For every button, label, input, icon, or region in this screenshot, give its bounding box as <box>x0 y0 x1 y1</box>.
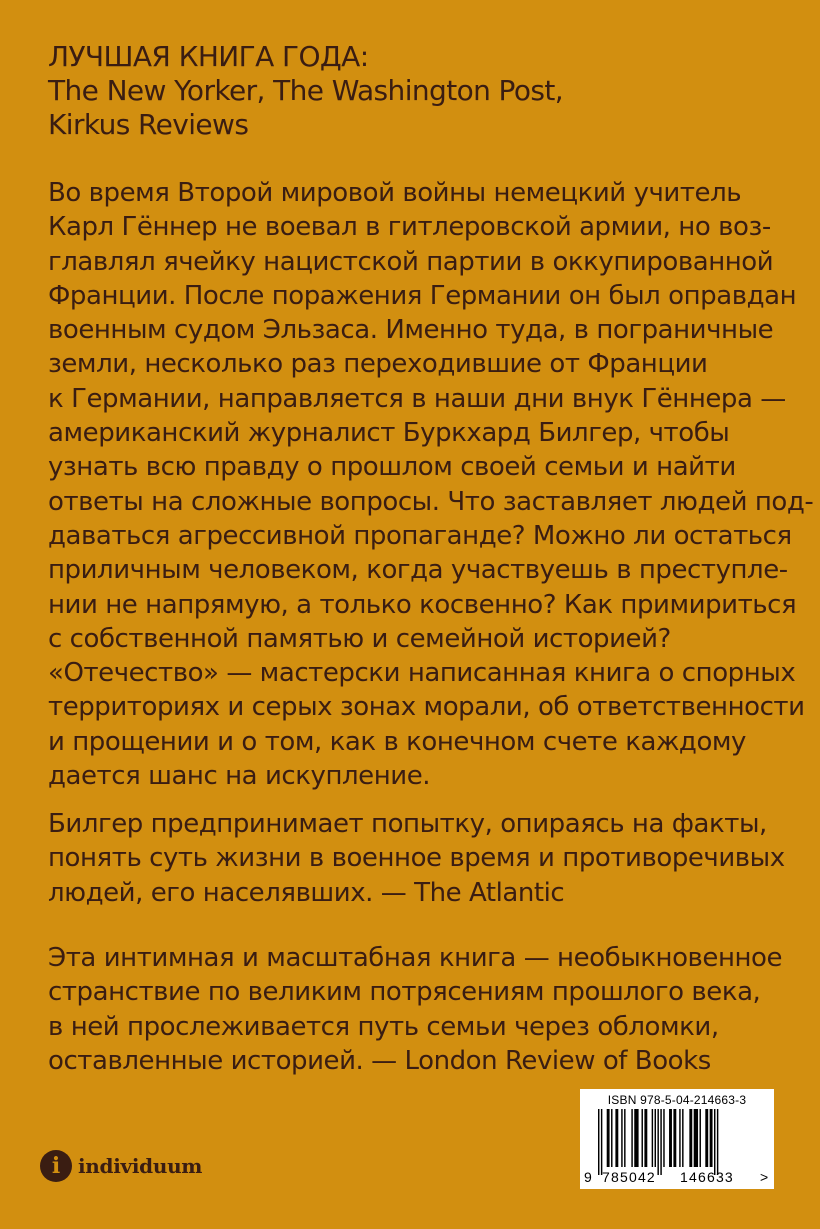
barcode-bar <box>607 1109 610 1167</box>
award-line: The New Yorker, The Washington Post, <box>48 74 564 107</box>
award-line: ЛУЧШАЯ КНИГА ГОДА: <box>48 40 369 73</box>
description-line: дается шанс на искупление. <box>48 761 431 792</box>
barcode-bar <box>714 1109 715 1175</box>
description-line: Франции. После поражения Германии он был оправдан <box>48 280 797 311</box>
barcode-bar <box>642 1109 643 1167</box>
barcode-quiet-zone-marker: > <box>760 1169 770 1185</box>
description-line: Во время Второй мировой войны немецкий учитель <box>48 178 742 208</box>
quote-line: понять суть жизни в военное время и противоречивых <box>48 843 785 874</box>
barcode-bar <box>660 1109 661 1175</box>
description-line: нии не напрямую, а только косвенно? Как примириться <box>48 589 797 620</box>
barcode-bar <box>663 1109 664 1167</box>
description-line: ответы на сложные вопросы. Что заставляет людей под- <box>48 486 814 517</box>
barcode-bar <box>634 1109 638 1167</box>
quote-line: Билгер предпринимает попытку, опираясь на факты, <box>48 809 767 839</box>
barcode-bar <box>682 1109 683 1167</box>
barcode-bars <box>596 1109 758 1175</box>
barcode-bar <box>624 1109 625 1167</box>
barcode-bar <box>615 1109 618 1167</box>
book-description <box>48 176 814 793</box>
barcode-bar <box>700 1109 701 1167</box>
description-line: приличным человеком, когда участвуешь в преступле- <box>48 555 788 586</box>
publisher-logo <box>40 1150 202 1182</box>
description-line: земли, несколько раз переходившие от Франции <box>48 349 708 380</box>
publisher-logo-icon: i <box>40 1150 72 1182</box>
barcode-bar <box>621 1109 622 1167</box>
description-line: с собственной памятью и семейной историей? <box>48 623 671 654</box>
quote-line: Эта интимная и масштабная книга — необыкновенное <box>48 943 783 973</box>
quote-line: в ней прослеживается путь семьи через обломки, <box>48 1011 719 1042</box>
barcode-bar <box>601 1109 602 1175</box>
barcode-bar <box>717 1109 718 1175</box>
description-line: даваться агрессивной пропаганде? Можно ли остаться <box>48 520 792 551</box>
barcode-digit-lead: 9 <box>584 1169 593 1185</box>
barcode-bar <box>657 1109 658 1175</box>
description-line: военным судом Эльзаса. Именно туда, в пограничные <box>48 315 774 346</box>
barcode-bar <box>598 1109 599 1175</box>
description-line: к Германии, направляется в наши дни внук Гённера — <box>48 383 786 414</box>
award-heading <box>48 40 768 142</box>
quote-line: людей, его населявших. — The Atlantic <box>48 877 565 908</box>
barcode-bar <box>669 1109 672 1167</box>
barcode-bar <box>705 1109 708 1167</box>
description-line: узнать всю правду о прошлом своей семьи и найти <box>48 452 736 483</box>
quote-line: странствие по великим потрясениям прошлого века, <box>48 977 761 1008</box>
barcode-digits-left: 785042 <box>602 1169 656 1185</box>
barcode-bar <box>655 1109 656 1167</box>
barcode-bar <box>652 1109 653 1167</box>
description-line: территориях и серых зонах морали, об ответственности <box>48 692 805 723</box>
isbn-number: ISBN 978-5-04-214663-3 <box>607 1093 747 1107</box>
barcode-bar <box>631 1109 632 1167</box>
quote-line: оставленные историей. — London Review of Books <box>48 1045 711 1076</box>
publisher-name: individuum <box>78 1154 203 1178</box>
review-quote-atlantic <box>48 807 785 910</box>
barcode-bar <box>611 1109 612 1167</box>
barcode-bar <box>679 1109 680 1167</box>
description-line: Карл Гённер не воевал в гитлеровской армии, но воз- <box>48 212 771 243</box>
review-quote-lrb <box>48 941 783 1078</box>
description-line: американский журналист Буркхард Билгер, чтобы <box>48 418 730 449</box>
description-line: и прощении и о том, как в конечном счете каждому <box>48 726 746 757</box>
description-line: главлял ячейку нацистской партии в оккупированной <box>48 246 774 277</box>
barcode-bar <box>710 1109 713 1167</box>
barcode-bar <box>694 1109 698 1167</box>
barcode-bar <box>689 1109 692 1167</box>
description-line: «Отечество» — мастерски написанная книга о спорных <box>48 658 796 689</box>
barcode-bar <box>673 1109 676 1167</box>
barcode-bar <box>644 1109 647 1167</box>
barcode-digits-right: 146633 <box>680 1169 734 1185</box>
award-line: Kirkus Reviews <box>48 108 249 141</box>
isbn-barcode <box>580 1089 774 1189</box>
